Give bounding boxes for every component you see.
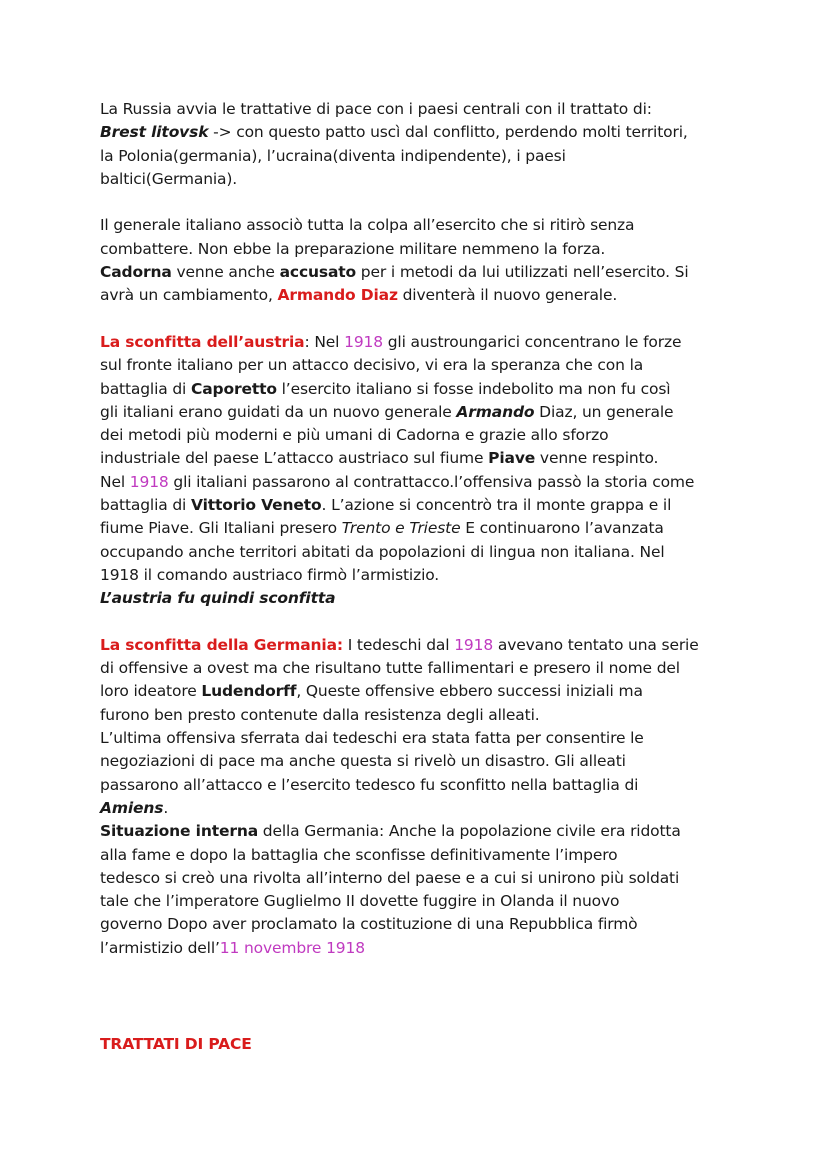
paragraph-cadorna (100, 214, 768, 307)
paragraph-gap (100, 308, 768, 331)
text-line (100, 331, 768, 354)
text-span: baltici(Germania). (100, 169, 238, 188)
text-span: della Germania: Anche la popolazione civile era ridotta (258, 822, 681, 841)
text-span: gli italiani erano guidati da un nuovo generale (100, 402, 457, 421)
text-line (100, 98, 768, 121)
text-line (100, 890, 768, 913)
text-line (100, 145, 768, 168)
text-line (100, 401, 768, 424)
text-span: passarono all’attacco e l’esercito tedesco fu sconfitto nella battaglia di (100, 775, 639, 794)
text-span: governo Dopo aver proclamato la costituzione di una Repubblica firmò (100, 915, 638, 934)
text-span: alla fame e dopo la battaglia che sconfisse definitivamente l’impero (100, 845, 618, 864)
text-span: L’ultima offensiva sferrata dai tedeschi era stata fatta per consentire le (100, 729, 644, 748)
bold-term: Cadorna (100, 263, 172, 282)
text-span: battaglia di (100, 496, 191, 515)
text-line (100, 354, 768, 377)
text-span: dei metodi più moderni e più umani di Cadorna e grazie allo sforzo (100, 426, 609, 445)
section-heading: La sconfitta della Germania: (100, 635, 343, 654)
text-span: : Nel (304, 332, 345, 351)
bold-italic-term: Amiens (100, 798, 164, 817)
text-span: avrà un cambiamento, (100, 286, 278, 305)
text-line (100, 214, 768, 237)
text-span: occupando anche territori abitati da popolazioni di lingua non italiana. Nel (100, 542, 665, 561)
text-line (100, 727, 768, 750)
text-line (100, 517, 768, 540)
text-line (100, 238, 768, 261)
text-line (100, 284, 768, 307)
year-highlight: 1918 (454, 635, 494, 654)
text-span: venne anche (171, 263, 280, 282)
text-span: avevano tentato una serie (493, 635, 699, 654)
text-line (100, 587, 768, 610)
text-span: sul fronte italiano per un attacco decisivo, vi era la speranza che con la (100, 356, 644, 375)
text-line (100, 447, 768, 470)
section-heading: La sconfitta dell’austria (100, 332, 305, 351)
paragraph-austria (100, 331, 768, 611)
text-line (100, 797, 768, 820)
text-span: E continuarono l’avanzata (460, 519, 664, 538)
text-span: per i metodi da lui utilizzati nell’esercito. Si (356, 263, 689, 282)
text-line (100, 471, 768, 494)
text-span: . (163, 798, 169, 817)
text-span: , Queste offensive ebbero successi iniziali ma (296, 682, 643, 701)
text-span: diventerà il nuovo generale. (397, 286, 618, 305)
paragraph-germania (100, 634, 768, 960)
paragraph-gap (100, 611, 768, 634)
date-highlight: 11 novembre 1918 (219, 938, 365, 957)
text-line (100, 680, 768, 703)
text-line (100, 261, 768, 284)
text-line (100, 774, 768, 797)
text-span: Il generale italiano associò tutta la colpa all’esercito che si ritirò senza (100, 216, 635, 235)
year-highlight: 1918 (344, 332, 383, 351)
text-span: l’esercito italiano si fosse indebolito ma non fu così (276, 379, 671, 398)
text-line (100, 844, 768, 867)
text-span: tale che l’imperatore Guglielmo II dovette fuggire in Olanda il nuovo (100, 892, 620, 911)
paragraph-russia (100, 98, 768, 191)
paragraph-gap (100, 191, 768, 214)
text-line (100, 541, 768, 564)
final-heading: TRATTATI DI PACE (100, 1035, 252, 1053)
bold-term: Vittorio Veneto (191, 496, 322, 515)
text-span: venne respinto. (535, 449, 659, 468)
conclusion-line: L’austria fu quindi sconfitta (100, 589, 336, 608)
text-line (100, 378, 768, 401)
text-span: loro ideatore (100, 682, 202, 701)
text-span: l’armistizio dell’ (100, 938, 220, 957)
text-line (100, 494, 768, 517)
text-line (100, 657, 768, 680)
bold-term: Caporetto (191, 379, 277, 398)
text-span: Nel (100, 472, 130, 491)
text-span: gli austroungarici concentrano le forze (382, 332, 682, 351)
highlight-name: Armando Diaz (277, 286, 398, 305)
text-line (100, 121, 768, 144)
italic-term: Trento e Trieste (341, 519, 461, 538)
bold-term: Ludendorff (201, 682, 297, 701)
text-span: la Polonia(germania), l’ucraina(diventa indipendente), i paesi (100, 146, 566, 165)
text-line (100, 564, 768, 587)
text-span: furono ben presto contenute dalla resistenza degli alleati. (100, 705, 540, 724)
text-span: . L’azione si concentrò tra il monte grappa e il (321, 496, 672, 515)
text-line (100, 750, 768, 773)
text-span: combattere. Non ebbe la preparazione militare nemmeno la forza. (100, 239, 606, 258)
text-span: -> con questo patto uscì dal conflitto, perdendo molti territori, (208, 123, 688, 142)
text-span: negoziazioni di pace ma anche questa si rivelò un disastro. Gli alleati (100, 752, 626, 771)
text-line (100, 634, 768, 657)
text-line (100, 937, 768, 960)
text-line (100, 913, 768, 936)
text-line (100, 704, 768, 727)
bold-term: Piave (488, 449, 536, 468)
text-span: fiume Piave. Gli Italiani presero (100, 519, 342, 538)
text-span: tedesco si creò una rivolta all’interno del paese e a cui si unirono più soldati (100, 868, 680, 887)
text-span: battaglia di (100, 379, 191, 398)
text-span: I tedeschi dal (342, 635, 455, 654)
bold-term: Situazione interna (100, 822, 259, 841)
text-span: industriale del paese L’attacco austriaco sul fiume (100, 449, 489, 468)
text-span: 1918 il comando austriaco firmò l’armistizio. (100, 565, 440, 584)
year-highlight: 1918 (129, 472, 169, 491)
text-span: gli italiani passarono al contrattacco.l’offensiva passò la storia come (168, 472, 695, 491)
text-line (100, 424, 768, 447)
text-line (100, 867, 768, 890)
text-span: La Russia avvia le trattative di pace con i paesi centrali con il trattato di: (100, 100, 652, 118)
text-span: Diaz, un generale (534, 402, 674, 421)
treaty-name: Brest litovsk (100, 123, 209, 142)
text-line (100, 168, 768, 191)
text-span: di offensive a ovest ma che risultano tutte fallimentari e presero il nome del (100, 659, 680, 678)
text-line (100, 820, 768, 843)
bold-italic-term: Armando (456, 402, 535, 421)
bold-term: accusato (279, 263, 357, 282)
